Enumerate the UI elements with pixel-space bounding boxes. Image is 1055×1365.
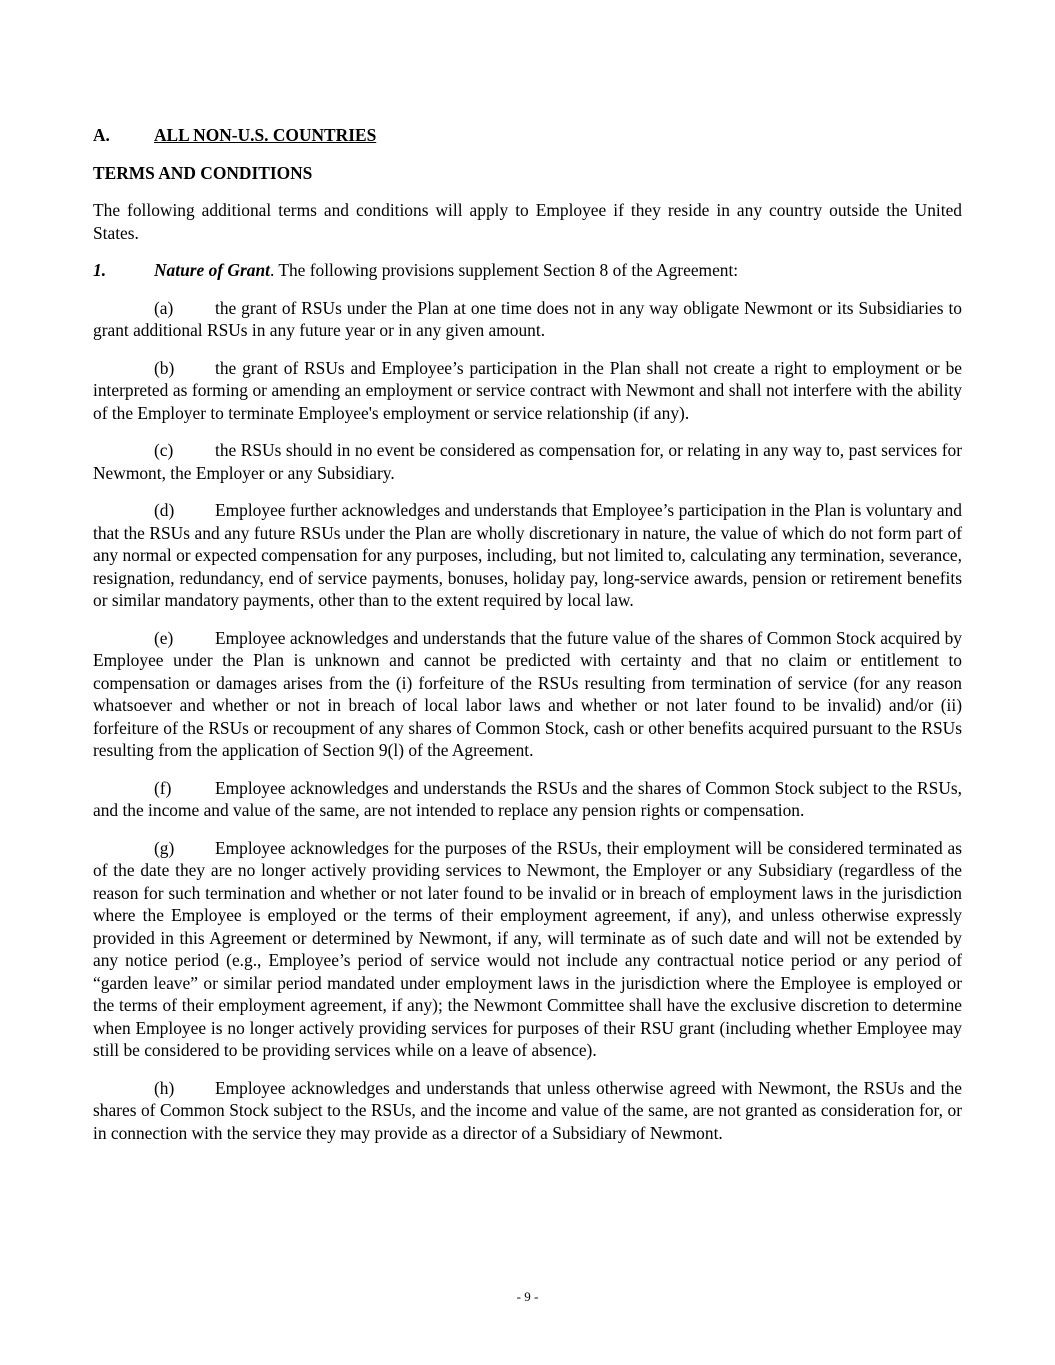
provision-text: Employee acknowledges and understands that the future value of the shares of Common Stock acquired by Employee under the Plan is unknown and cannot be predicted with certainty and that no claim or entitlement to compensation or damages arises from the (i) forfeiture of the RSUs resulting from termination of service (for any reason whatsoever and whether or not in breach of local labor laws and whether or not later found to be invalid) and/or (ii) forfeiture of the RSUs or recoupment of any shares of Common Stock, cash or other benefits acquired pursuant to the RSUs resulting from the application of Section 9(l) of the Agreement. [93,627,962,760]
provision-item-d [93,499,962,612]
provision-item-c [93,439,962,484]
provision-label: (f) [154,777,172,798]
page-number: - 9 - [516,1289,539,1304]
heading-a-number: A. [93,125,110,145]
provision-text: Employee further acknowledges and understands that Employee’s participation in the Plan is voluntary and that the RSUs and any future RSUs under the Plan are wholly discretionary in nature, the value of which do not form part of any normal or expected compensation for any purposes, including, but not limited to, calculating any termination, severance, resignation, redundancy, end of service payments, bonuses, holiday pay, long-service awards, pension or retirement benefits or similar mandatory payments, other than to the extent required by local law. [93,500,962,610]
section-1-title: Nature of Grant [154,260,270,280]
provision-text: the grant of RSUs and Employee’s participation in the Plan shall not create a right to employment or be interpreted as forming or amending an employment or service contract with Newmont and shall not interfere with the ability of the Employer to terminate Employee's employment or service relationship (if any). [93,357,962,423]
provision-item-b [93,357,962,425]
provision-text: Employee acknowledges for the purposes of the RSUs, their employment will be considered terminated as of the date they are no longer actively providing services to Newmont, the Employer or any Subsidiary (regardless of the reason for such termination and whether or not later found to be invalid or in breach of employment laws in the jurisdiction where the Employee is employed or the terms of their employment agreement, if any), and unless otherwise expressly provided in this Agreement or determined by Newmont, if any, will terminate as of such date and will not be extended by any notice period (e.g., Employee’s period of service would not include any contractual notice period or any period of “garden leave” or similar period mandated under employment laws in the jurisdiction where the Employee is employed or the terms of their employment agreement, if any); the Newmont Committee shall have the exclusive discretion to determine when Employee is no longer actively providing services for purposes of their RSU grant (including whether Employee may still be considered to be providing services while on a leave of absence). [93,837,962,1060]
provision-item-e [93,627,962,762]
provision-item-a [93,297,962,342]
provision-item-g [93,837,962,1062]
provision-label: (c) [154,440,174,460]
provision-label: (h) [154,1077,175,1098]
heading-a-title: ALL NON-U.S. COUNTRIES [154,125,377,145]
provision-label: (e) [154,627,174,648]
provision-item-f [93,777,962,822]
provision-text: Employee acknowledges and understands the RSUs and the shares of Common Stock subject to the RSUs, and the income and value of the same, are not intended to replace any pension rights or compensation. [93,777,962,820]
section-1-heading [93,259,962,282]
provision-text: the grant of RSUs under the Plan at one time does not in any way obligate Newmont or its Subsidiaries to grant additional RSUs in any future year or in any given amount. [93,297,962,340]
provision-item-h [93,1077,962,1145]
provision-label: (d) [154,500,175,520]
intro-paragraph: The following additional terms and conditions will apply to Employee if they reside in any country outside the United States. [93,200,962,243]
terms-heading: TERMS AND CONDITIONS [93,162,313,183]
provision-label: (g) [154,837,175,858]
section-1-number: 1. [93,260,107,280]
provision-text: Employee acknowledges and understands that unless otherwise agreed with Newmont, the RSUs and the shares of Common Stock subject to the RSUs, and the income and value of the same, are not granted as consideration for, or in connection with the service they may provide as a director of a Subsidiary of Newmont. [93,1077,962,1143]
provision-text: the RSUs should in no event be considered as compensation for, or relating in any way to, past services for Newmont, the Employer or any Subsidiary. [93,440,962,483]
provision-label: (a) [154,297,174,318]
section-heading-a [93,124,962,147]
section-1-text: . The following provisions supplement Section 8 of the Agreement: [269,260,739,280]
provision-label: (b) [154,357,175,378]
document-page [93,124,962,1144]
